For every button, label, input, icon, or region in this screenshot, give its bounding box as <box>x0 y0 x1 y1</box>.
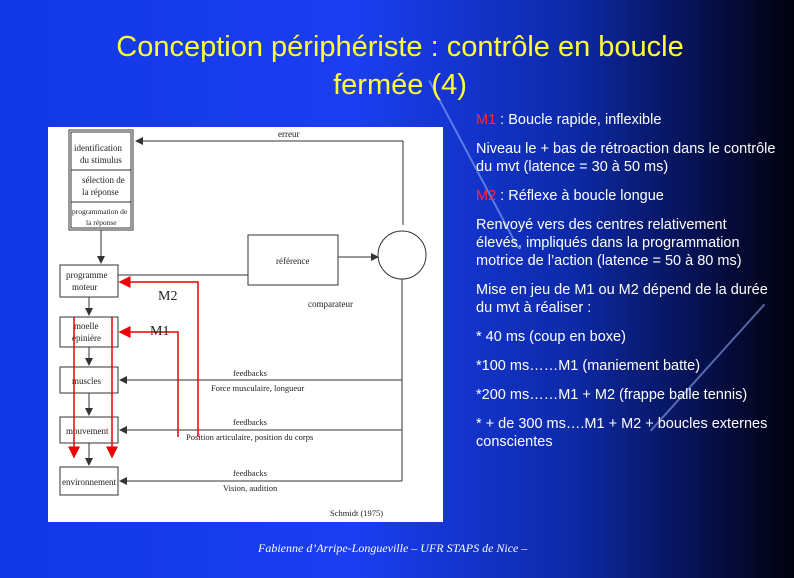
label-programme-1: programme <box>66 270 108 280</box>
label-feedbacks-2: feedbacks <box>233 417 267 427</box>
label-mouvement: mouvement <box>66 426 109 436</box>
title-line-1: Conception périphériste : contrôle en boucle <box>116 31 684 63</box>
label-comparateur: comparateur <box>308 299 353 309</box>
label-moelle-2: épinière <box>72 333 101 343</box>
bullet-m2 <box>476 187 776 205</box>
bullet-40ms: * 40 ms (coup en boxe) <box>476 329 626 345</box>
slide-title <box>30 28 770 104</box>
label-muscles: muscles <box>72 376 101 386</box>
bullet-m2-tag: M2 <box>476 188 497 204</box>
bullet-300ms: * + de 300 ms….M1 + M2 + boucles externes conscientes <box>476 416 768 450</box>
bullet-100ms: *100 ms……M1 (maniement batte) <box>476 358 701 374</box>
diagram-svg <box>48 127 443 522</box>
label-programmation-1: programmation de <box>72 207 128 216</box>
label-environnement: environnement <box>62 477 116 487</box>
bullet-m1-tag: M1 <box>476 112 497 128</box>
label-feedbacks-1: feedbacks <box>233 368 267 378</box>
label-identification-2: du stimulus <box>80 155 122 165</box>
bullet-m2-text: : Réflexe à boucle longue <box>496 188 664 204</box>
comparator-circle <box>378 231 426 279</box>
label-position: Position articulaire, position du corps <box>186 432 314 442</box>
label-erreur: erreur <box>278 129 300 139</box>
schmidt-diagram <box>48 127 443 522</box>
label-moelle-1: moelle <box>74 321 99 331</box>
label-identification-1: identification <box>74 143 122 153</box>
slide-footer: Fabienne d’Arripe-Longueville – UFR STAPS de Nice – <box>258 541 528 555</box>
bullet-m1 <box>476 111 776 129</box>
bullet-m1-text: : Boucle rapide, inflexible <box>496 112 662 128</box>
title-line-2: fermée (4) <box>333 69 467 101</box>
bullet-mise-en-jeu: Mise en jeu de M1 ou M2 dépend de la durée du mvt à réaliser : <box>476 282 768 316</box>
label-feedbacks-3: feedbacks <box>233 468 267 478</box>
label-source: Schmidt (1975) <box>330 508 384 518</box>
label-selection-2: la réponse <box>82 187 119 197</box>
label-programmation-2: la réponse <box>86 218 117 227</box>
label-selection-1: sélection de <box>82 175 125 185</box>
label-programme-2: moteur <box>72 282 98 292</box>
bullet-renvoye: Renvoyé vers des centres relativement élevés, impliqués dans la programmation motrice de l’action (latence = 50 à 80 ms) <box>476 217 742 269</box>
bullet-list <box>476 111 776 462</box>
label-m1: M1 <box>150 324 170 339</box>
bullet-niveau: Niveau le + bas de rétroaction dans le contrôle du mvt (latence = 30 à 50 ms) <box>476 141 776 175</box>
label-vision: Vision, audition <box>223 483 278 493</box>
label-force: Force musculaire, longueur <box>211 383 305 393</box>
label-reference: référence <box>276 256 310 266</box>
bullet-200ms: *200 ms……M1 + M2 (frappe balle tennis) <box>476 387 748 403</box>
label-m2: M2 <box>158 289 178 304</box>
